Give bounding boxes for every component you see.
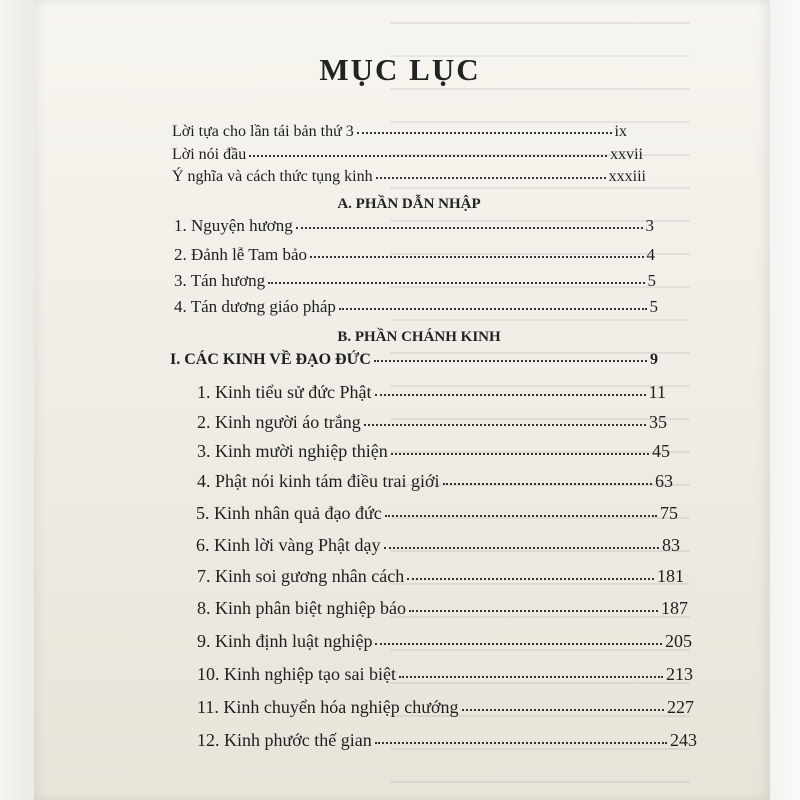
toc-entry-b9 (197, 631, 692, 652)
entry-label: 10. Kinh nghiệp tạo sai biệt (197, 664, 396, 684)
entry-page: 75 (660, 503, 678, 523)
leader-dots (443, 482, 653, 485)
toc-entry-preface-3 (172, 123, 627, 141)
entry-label: 7. Kinh soi gương nhân cách (197, 566, 405, 586)
toc-entry-a1 (174, 216, 654, 236)
leader-dots (399, 675, 663, 678)
entry-page: 213 (666, 664, 693, 684)
toc-entry-b6 (196, 535, 680, 556)
chapter-1-heading (170, 351, 658, 369)
section-a-heading: A. PHẦN DẪN NHẬP (337, 196, 481, 212)
entry-label: 8. Kinh phân biệt nghiệp báo (197, 598, 406, 618)
section-b-heading: B. PHẦN CHÁNH KINH (337, 329, 501, 345)
entry-page: 205 (665, 631, 692, 651)
leader-dots (462, 708, 664, 711)
toc-entry-a2 (174, 245, 655, 265)
entry-page: xxxiii (608, 168, 646, 185)
entry-label: 4. Tán dương giáo pháp (174, 297, 336, 316)
leader-dots (376, 176, 606, 179)
entry-page: 5 (647, 271, 656, 290)
entry-page: 3 (645, 216, 654, 235)
entry-page: 35 (649, 412, 667, 432)
leader-dots (375, 741, 667, 744)
leader-dots (357, 131, 612, 134)
leader-dots (339, 307, 647, 310)
toc-entry-b8 (197, 598, 688, 619)
entry-label: 6. Kinh lời vàng Phật dạy (196, 535, 381, 555)
leader-dots (407, 577, 654, 580)
entry-page: 45 (652, 441, 670, 461)
toc-entry-b5 (196, 503, 678, 524)
leader-dots (391, 452, 649, 455)
entry-page: 227 (667, 697, 694, 717)
toc-entry-b4 (197, 471, 673, 492)
leader-dots (375, 642, 662, 645)
entry-page: 4 (646, 245, 655, 264)
toc-entry-chanting-meaning (172, 168, 646, 186)
leader-dots (409, 609, 658, 612)
leader-dots (249, 154, 607, 157)
entry-page: xxvii (610, 146, 643, 163)
chapter-page: 9 (650, 351, 658, 368)
entry-label: 3. Kinh mười nghiệp thiện (197, 441, 388, 461)
entry-label: 11. Kinh chuyển hóa nghiệp chướng (197, 697, 459, 717)
entry-label: 12. Kinh phước thế gian (197, 730, 372, 750)
entry-page: 187 (661, 598, 688, 618)
toc-entry-b2 (197, 412, 667, 433)
entry-label: 2. Kinh người áo trắng (197, 412, 361, 432)
toc-entry-b1 (197, 382, 666, 403)
entry-page: ix (614, 123, 627, 140)
toc-entry-b7 (197, 566, 684, 587)
toc-entry-b3 (197, 441, 670, 462)
entry-page: 243 (670, 730, 697, 750)
toc-entry-foreword (172, 146, 643, 164)
toc-entry-b11 (197, 697, 694, 718)
entry-label: 3. Tán hương (174, 271, 266, 290)
entry-label: 2. Đảnh lễ Tam bảo (174, 245, 308, 264)
entry-page: 63 (655, 471, 673, 491)
toc-entry-a3 (174, 271, 656, 291)
left-page-edge (0, 0, 34, 800)
entry-label: Lời tựa cho lần tái bản thứ 3 (172, 123, 354, 140)
entry-label: Lời nói đầu (172, 146, 247, 163)
entry-label: 1. Nguyện hương (174, 216, 293, 235)
entry-label: 1. Kinh tiểu sử đức Phật (197, 382, 372, 402)
entry-label: Ý nghĩa và cách thức tụng kinh (172, 168, 373, 185)
leader-dots (374, 359, 647, 362)
leader-dots (375, 393, 646, 396)
leader-dots (385, 514, 657, 517)
leader-dots (296, 226, 643, 229)
leader-dots (364, 423, 646, 426)
entry-page: 11 (648, 382, 666, 402)
entry-page: 5 (649, 297, 658, 316)
entry-label: 5. Kinh nhân quả đạo đức (196, 503, 382, 523)
toc-entry-a4 (174, 297, 658, 317)
toc-entry-b10 (197, 664, 693, 685)
toc-entry-b12 (197, 730, 697, 751)
chapter-label: I. CÁC KINH VỀ ĐẠO ĐỨC (170, 351, 371, 368)
leader-dots (384, 546, 660, 549)
right-background (770, 0, 800, 800)
entry-label: 9. Kinh định luật nghiệp (197, 631, 373, 651)
leader-dots (268, 281, 644, 284)
entry-page: 83 (662, 535, 680, 555)
leader-dots (310, 255, 643, 258)
entry-label: 4. Phật nói kinh tám điều trai giới (197, 471, 440, 491)
entry-page: 181 (657, 566, 684, 586)
toc-title: MỤC LỤC (319, 52, 481, 87)
